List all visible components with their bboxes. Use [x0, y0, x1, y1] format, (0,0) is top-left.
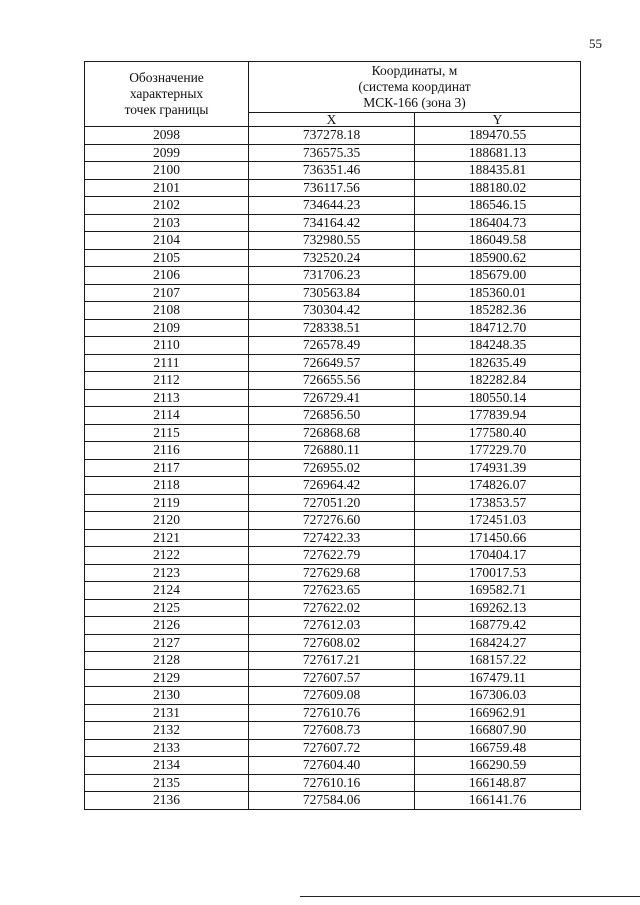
cell-point: 2132 [85, 722, 249, 740]
table-row [85, 267, 581, 285]
cell-y: 185282.36 [415, 302, 581, 320]
table-row [85, 477, 581, 495]
page-number: 55 [589, 36, 602, 51]
table-row [85, 564, 581, 582]
cell-point: 2131 [85, 704, 249, 722]
cell-y: 177229.70 [415, 442, 581, 460]
cell-y: 180550.14 [415, 389, 581, 407]
cell-point: 2120 [85, 512, 249, 530]
cell-point: 2104 [85, 232, 249, 250]
cell-x: 727612.03 [249, 617, 415, 635]
cell-point: 2134 [85, 757, 249, 775]
cell-point: 2115 [85, 424, 249, 442]
table-row [85, 354, 581, 372]
cell-y: 167479.11 [415, 669, 581, 687]
header-coordinates: Координаты, м (система координат МСК-166 (зона 3) [249, 62, 581, 113]
cell-point: 2100 [85, 162, 249, 180]
cell-y: 186049.58 [415, 232, 581, 250]
cell-point: 2114 [85, 407, 249, 425]
cell-point: 2101 [85, 179, 249, 197]
table-row [85, 144, 581, 162]
cell-y: 182282.84 [415, 372, 581, 390]
cell-point: 2125 [85, 599, 249, 617]
table-row [85, 529, 581, 547]
table-row [85, 407, 581, 425]
boundary-coordinates-table [84, 61, 581, 810]
table-row [85, 652, 581, 670]
table-row [85, 232, 581, 250]
table-row [85, 722, 581, 740]
cell-x: 727607.72 [249, 739, 415, 757]
table-row [85, 512, 581, 530]
cell-x: 727629.68 [249, 564, 415, 582]
cell-x: 726856.50 [249, 407, 415, 425]
cell-x: 727608.73 [249, 722, 415, 740]
cell-y: 171450.66 [415, 529, 581, 547]
table-body [85, 127, 581, 810]
cell-y: 166290.59 [415, 757, 581, 775]
table-row [85, 442, 581, 460]
cell-x: 736117.56 [249, 179, 415, 197]
table-row [85, 179, 581, 197]
table-row [85, 617, 581, 635]
cell-x: 727422.33 [249, 529, 415, 547]
table-row [85, 197, 581, 215]
header-point-designation: Обозначение характерных точек границы [85, 62, 249, 127]
cell-y: 170404.17 [415, 547, 581, 565]
cell-y: 185360.01 [415, 284, 581, 302]
table-row [85, 494, 581, 512]
table-row [85, 792, 581, 810]
table-row [85, 739, 581, 757]
cell-x: 726578.49 [249, 337, 415, 355]
cell-y: 177580.40 [415, 424, 581, 442]
table-row [85, 582, 581, 600]
cell-x: 726955.02 [249, 459, 415, 477]
header-y: Y [415, 113, 581, 127]
table-row [85, 669, 581, 687]
table-row [85, 372, 581, 390]
cell-point: 2109 [85, 319, 249, 337]
cell-y: 169582.71 [415, 582, 581, 600]
cell-point: 2113 [85, 389, 249, 407]
table-row [85, 284, 581, 302]
cell-x: 727610.76 [249, 704, 415, 722]
cell-point: 2127 [85, 634, 249, 652]
table-row [85, 599, 581, 617]
table-row [85, 704, 581, 722]
table-row [85, 162, 581, 180]
cell-y: 173853.57 [415, 494, 581, 512]
cell-point: 2119 [85, 494, 249, 512]
table-row [85, 302, 581, 320]
cell-point: 2130 [85, 687, 249, 705]
cell-point: 2122 [85, 547, 249, 565]
table-row [85, 547, 581, 565]
cell-point: 2128 [85, 652, 249, 670]
cell-x: 726880.11 [249, 442, 415, 460]
cell-point: 2111 [85, 354, 249, 372]
cell-x: 727608.02 [249, 634, 415, 652]
cell-y: 189470.55 [415, 127, 581, 145]
cell-x: 734644.23 [249, 197, 415, 215]
cell-y: 170017.53 [415, 564, 581, 582]
cell-x: 726729.41 [249, 389, 415, 407]
cell-x: 734164.42 [249, 214, 415, 232]
table-row [85, 389, 581, 407]
cell-x: 736351.46 [249, 162, 415, 180]
cell-point: 2129 [85, 669, 249, 687]
cell-point: 2103 [85, 214, 249, 232]
cell-x: 727276.60 [249, 512, 415, 530]
cell-point: 2123 [85, 564, 249, 582]
cell-point: 2105 [85, 249, 249, 267]
cell-y: 186404.73 [415, 214, 581, 232]
table-row [85, 337, 581, 355]
table-row [85, 774, 581, 792]
cell-y: 169262.13 [415, 599, 581, 617]
cell-x: 731706.23 [249, 267, 415, 285]
cell-x: 727623.65 [249, 582, 415, 600]
cell-point: 2121 [85, 529, 249, 547]
table-row [85, 214, 581, 232]
cell-x: 736575.35 [249, 144, 415, 162]
cell-y: 184248.35 [415, 337, 581, 355]
cell-point: 2098 [85, 127, 249, 145]
cell-point: 2112 [85, 372, 249, 390]
cell-y: 174931.39 [415, 459, 581, 477]
table-row [85, 249, 581, 267]
cell-point: 2136 [85, 792, 249, 810]
table-row [85, 634, 581, 652]
cell-y: 166962.91 [415, 704, 581, 722]
cell-x: 730563.84 [249, 284, 415, 302]
cell-y: 184712.70 [415, 319, 581, 337]
table-row [85, 459, 581, 477]
table-row [85, 127, 581, 145]
cell-x: 737278.18 [249, 127, 415, 145]
cell-point: 2106 [85, 267, 249, 285]
table-row [85, 319, 581, 337]
cell-y: 166807.90 [415, 722, 581, 740]
cell-y: 166141.76 [415, 792, 581, 810]
cell-point: 2126 [85, 617, 249, 635]
cell-y: 177839.94 [415, 407, 581, 425]
cell-y: 188180.02 [415, 179, 581, 197]
cell-x: 727622.02 [249, 599, 415, 617]
cell-y: 166148.87 [415, 774, 581, 792]
cell-point: 2133 [85, 739, 249, 757]
cell-x: 727607.57 [249, 669, 415, 687]
cell-point: 2117 [85, 459, 249, 477]
cell-y: 188681.13 [415, 144, 581, 162]
cell-x: 726964.42 [249, 477, 415, 495]
cell-x: 726649.57 [249, 354, 415, 372]
cell-x: 730304.42 [249, 302, 415, 320]
cell-y: 168779.42 [415, 617, 581, 635]
cell-x: 732980.55 [249, 232, 415, 250]
cell-point: 2118 [85, 477, 249, 495]
table-row [85, 424, 581, 442]
cell-x: 727609.08 [249, 687, 415, 705]
cell-y: 172451.03 [415, 512, 581, 530]
cell-point: 2135 [85, 774, 249, 792]
cell-y: 167306.03 [415, 687, 581, 705]
cell-x: 726655.56 [249, 372, 415, 390]
cell-y: 185679.00 [415, 267, 581, 285]
cell-x: 727051.20 [249, 494, 415, 512]
cell-point: 2110 [85, 337, 249, 355]
table-row [85, 687, 581, 705]
cell-y: 174826.07 [415, 477, 581, 495]
cell-y: 186546.15 [415, 197, 581, 215]
table-header-row [85, 62, 581, 113]
footer-divider [300, 896, 640, 897]
cell-y: 166759.48 [415, 739, 581, 757]
cell-point: 2099 [85, 144, 249, 162]
cell-x: 728338.51 [249, 319, 415, 337]
table-row [85, 757, 581, 775]
cell-x: 727584.06 [249, 792, 415, 810]
header-x: X [249, 113, 415, 127]
cell-y: 168424.27 [415, 634, 581, 652]
cell-point: 2107 [85, 284, 249, 302]
cell-x: 727610.16 [249, 774, 415, 792]
cell-x: 727604.40 [249, 757, 415, 775]
cell-y: 188435.81 [415, 162, 581, 180]
cell-y: 168157.22 [415, 652, 581, 670]
cell-y: 182635.49 [415, 354, 581, 372]
cell-x: 727622.79 [249, 547, 415, 565]
cell-x: 727617.21 [249, 652, 415, 670]
cell-x: 732520.24 [249, 249, 415, 267]
cell-point: 2116 [85, 442, 249, 460]
cell-y: 185900.62 [415, 249, 581, 267]
cell-point: 2102 [85, 197, 249, 215]
cell-point: 2124 [85, 582, 249, 600]
cell-point: 2108 [85, 302, 249, 320]
cell-x: 726868.68 [249, 424, 415, 442]
